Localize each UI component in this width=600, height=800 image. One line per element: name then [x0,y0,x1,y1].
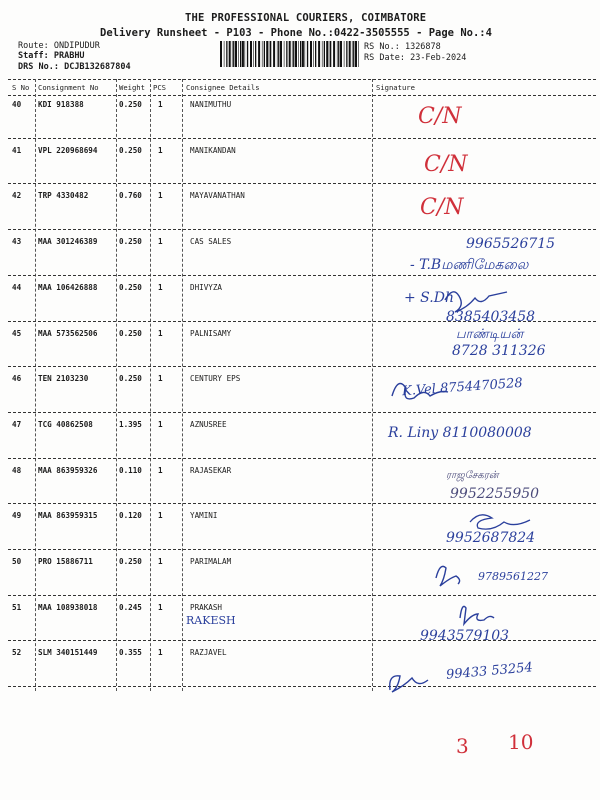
cell-consignment: VPL 220968694 [38,145,98,155]
drs-value: DCJB132687804 [64,62,131,72]
handwriting-phone-52: 99433 53254 [445,660,534,683]
col-sep-3 [150,79,151,691]
route-value: ONDIPUDUR [53,41,100,51]
cell-sno: 52 [12,648,22,658]
rs-date-line [364,53,466,63]
col-header-pcs: PCS [153,83,166,92]
cell-consignee: RAJASEKAR [190,465,232,475]
cell-pcs: 1 [158,191,163,201]
cell-pcs: 1 [158,511,163,521]
cell-consignee: RAZJAVEL [190,648,227,658]
row-rule [8,138,596,139]
handwriting-phone-51: 9943579103 [420,628,510,644]
cell-consignee: PRAKASH [190,602,223,612]
signature-scribble-50 [436,566,460,586]
cell-sno: 40 [12,100,22,109]
cell-pcs: 1 [158,374,163,384]
col-header-consignee: Consignee Details [186,83,260,92]
rs-no-value: 1326878 [404,42,441,52]
handwriting-phone-43: 9965526715 [466,236,556,252]
header-bottom-rule [8,95,596,96]
handwriting-footer-b: 10 [508,730,534,754]
cell-sno: 47 [12,419,22,429]
handwriting-sign-47: R. Liny 8110080008 [388,425,532,441]
cell-sno: 49 [12,511,22,521]
cell-consignee: AZNUSREE [190,419,227,429]
signature-scribble-49 [470,515,530,529]
cell-weight: 0.760 [119,191,142,201]
cell-sno: 43 [12,237,22,247]
cell-sno: 44 [12,282,22,292]
cell-sno: 46 [12,374,22,384]
route-label: Route: [18,41,49,51]
row-rule [8,183,596,184]
cell-consignee: NANIMUTHU [190,100,232,109]
handwriting-sign-44: + S.Dh [404,290,454,306]
cell-weight: 0.250 [119,145,142,155]
cell-pcs: 1 [158,100,163,109]
row-rule [8,686,596,687]
cell-sno: 50 [12,557,22,566]
row-rule [8,595,596,596]
cell-pcs: 1 [158,465,163,475]
col-header-weight: Weight [119,83,145,92]
row-rule [8,549,596,550]
cell-weight: 0.250 [119,557,142,566]
cell-pcs: 1 [158,648,163,658]
row-rule [8,229,596,230]
cell-sno: 42 [12,191,22,201]
cell-sno: 51 [12,602,22,612]
cell-consignee: CENTURY EPS [190,374,241,384]
cell-pcs: 1 [158,237,163,247]
handwriting-phone-48: 9952255950 [450,486,540,502]
row-rule [8,458,596,459]
handwriting-name-45: பாண்டியன் [456,327,524,342]
cell-weight: 1.395 [119,419,142,429]
cell-weight: 0.110 [119,465,142,475]
cell-consignment: MAA 863959326 [38,465,98,475]
rs-date-label: RS Date: [364,53,405,63]
cell-consignment: TCG 40862508 [38,419,93,429]
cell-consignee: MANIKANDAN [190,145,236,155]
cell-consignment: MAA 301246389 [38,237,98,247]
runsheet-subtitle: Delivery Runsheet - P103 - Phone No.:0422-3505555 - Page No.:4 [100,27,492,39]
row-rule [8,412,596,413]
staff-line [18,51,85,61]
col-header-signature: Signature [376,83,415,92]
col-sep-5 [372,79,373,691]
cell-consignment: KDI 918388 [38,100,84,109]
cell-pcs: 1 [158,419,163,429]
drs-label: DRS No.: [18,62,59,72]
handwriting-phone2-45: 8728 311326 [452,343,546,359]
rs-date-value: 23-Feb-2024 [410,53,467,63]
handwriting-phone1-45: 8385403458 [446,309,536,325]
cell-consignee: DHIVYZA [190,282,223,292]
route-line [18,41,100,51]
cell-consignment: PRO 15886711 [38,557,93,566]
rs-no-line [364,42,441,52]
staff-value: PRABHU [53,51,85,61]
cell-weight: 0.250 [119,374,142,384]
barcode-image [220,41,360,67]
cell-consignment: MAA 108938018 [38,602,98,612]
handwriting-name-48: ராஜசேகரன் [446,470,499,481]
handwriting-cn-42: C/N [420,195,464,220]
cell-consignment: TRP 4330482 [38,191,89,201]
drs-line [18,62,131,72]
signature-scribble-51 [460,606,494,624]
handwriting-phone-50: 9789561227 [478,570,548,583]
cell-sno: 45 [12,328,22,338]
cell-consignee: PARIMALAM [190,557,232,566]
header-top-rule [8,79,596,80]
cell-consignment: MAA 573562506 [38,328,98,338]
cell-pcs: 1 [158,557,163,566]
cell-consignment: TEN 2103230 [38,374,89,384]
row-rule [8,503,596,504]
handwriting-phone-49: 9952687824 [446,530,536,546]
cell-weight: 0.250 [119,237,142,247]
cell-consignee: CAS SALES [190,237,232,247]
cell-consignment: MAA 863959315 [38,511,98,521]
cell-consignee: PALNISAMY [190,328,232,338]
col-header-sno: S No [12,83,30,92]
cell-pcs: 1 [158,602,163,612]
signature-scribble-52 [390,676,428,692]
cell-consignee: YAMINI [190,511,218,521]
cell-sno: 48 [12,465,22,475]
cell-consignee: MAYAVANATHAN [190,191,245,201]
cell-pcs: 1 [158,328,163,338]
col-sep-2 [116,79,117,691]
cell-weight: 0.250 [119,328,142,338]
company-title: THE PROFESSIONAL COURIERS, COIMBATORE [185,12,427,24]
cell-weight: 0.250 [119,100,142,109]
rs-no-label: RS No.: [364,42,400,52]
handwriting-cn-40: C/N [418,104,462,129]
cell-sno: 41 [12,145,22,155]
handwriting-footer-a: 3 [456,734,469,758]
cell-weight: 0.245 [119,602,142,612]
staff-label: Staff: [18,51,49,61]
row-rule [8,366,596,367]
col-header-consignment: Consignment No [38,83,99,92]
handwriting-note-51: RAKESH [186,614,236,627]
cell-weight: 0.120 [119,511,142,521]
col-sep-4 [182,79,183,691]
cell-consignment: MAA 106426888 [38,282,98,292]
handwriting-sign-46: K.Vel 8754470528 [401,375,524,400]
col-sep-1 [35,79,36,691]
handwriting-name-43: - T.Bமணிமேகலை [410,257,529,273]
cell-weight: 0.355 [119,648,142,658]
cell-consignment: SLM 340151449 [38,648,98,658]
cell-pcs: 1 [158,282,163,292]
cell-weight: 0.250 [119,282,142,292]
cell-pcs: 1 [158,145,163,155]
handwriting-cn-41: C/N [424,152,468,177]
